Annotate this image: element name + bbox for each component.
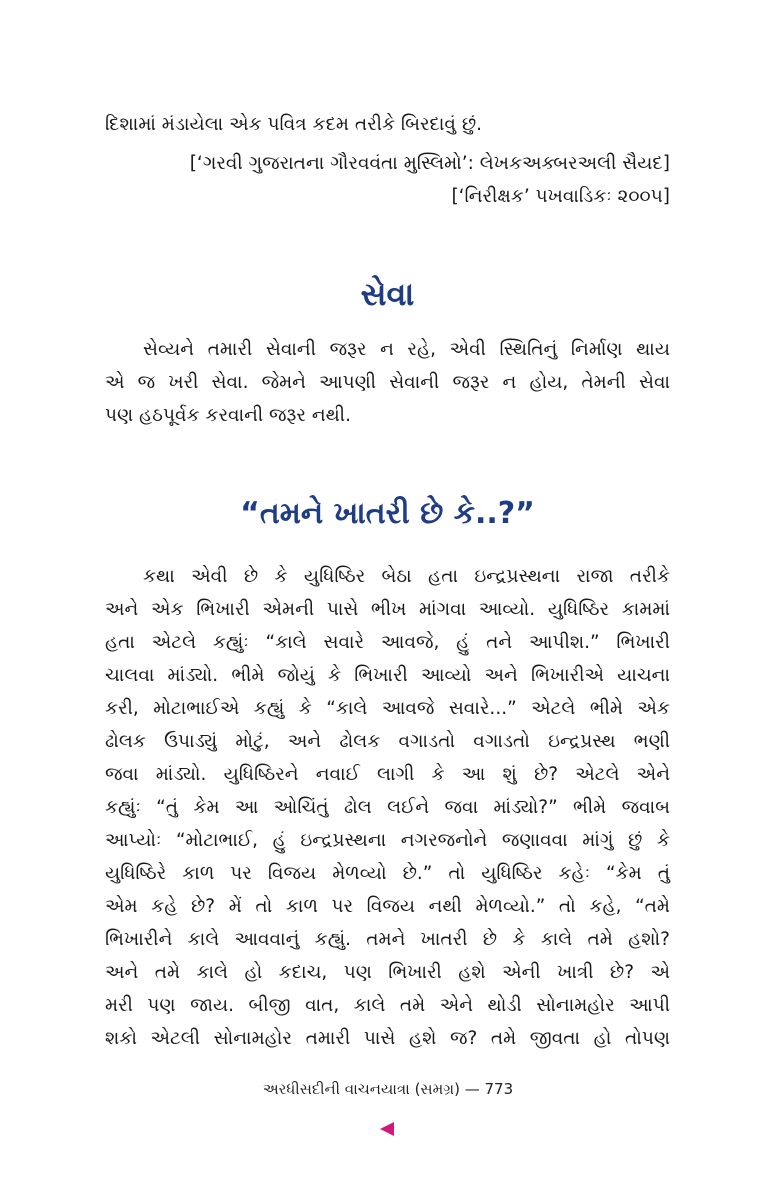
previous-page-arrow-icon[interactable] xyxy=(380,1122,394,1136)
section-2-body xyxy=(105,560,670,1055)
paragraph-line: કથા એવી છે કે યુધિષ્ઠિર બેઠા હતા ઇન્દ્રપ્રસ્થના રાજા તરીકે xyxy=(143,566,670,587)
intro-line: દિશામાં મંડાયેલા એક પવિત્ર કદમ તરીકે બિરદાવું છું. xyxy=(105,114,482,135)
paragraph-line: અને એક ભિખારી એમની પાસે ભીખ માંગવા આવ્યો. યુધિષ્ઠિર કામમાં xyxy=(105,599,670,620)
section-1-body xyxy=(105,333,670,432)
paragraph-line: મરી પણ જાય. બીજી વાત, કાલે તમે એને થોડી સોનામહોર આપી xyxy=(105,995,670,1016)
page-footer: અરધીસદીની વાચનયાત્રા (સમગ્ર) — 773 xyxy=(262,1080,514,1098)
source-citation: [‘ગરવી ગુજરાતના ગૌરવવંતા મુસ્લિમો’: લેખકઅક્બરઅલી સૈયદ] xyxy=(189,153,670,174)
paragraph-line: કહ્યુંઃ “તું કેમ આ ઓચિંતું ઢોલ લઈને જવા માંડ્યો?” ભીમે જવાબ xyxy=(105,797,670,818)
source-publication: [‘નિરીક્ષક’ પખવાડિકઃ ૨૦૦૫] xyxy=(451,186,670,207)
section-title-assurance: “તમને ખાતરી છે કે..?” xyxy=(240,496,535,531)
paragraph-line: હતા એટલે કહ્યુંઃ “કાલે સવારે આવજે, હું તને આપીશ.” ભિખારી xyxy=(105,632,670,653)
paragraph-line: એમ કહે છે? મેં તો કાળ પર વિજય નથી મેળવ્યો.” તો કહે, “તમે xyxy=(105,896,670,917)
paragraph-line: ભિખારીને કાલે આવવાનું કહ્યું. તમને ખાતરી છે કે કાલે તમે હશો? xyxy=(105,929,670,950)
paragraph-line: ઢોલક ઉપાડ્યું મોટું, અને ઢોલક વગાડતો વગાડતો ઇન્દ્રપ્રસ્થ ભણી xyxy=(105,731,670,752)
paragraph-line: એ જ ખરી સેવા. જેમને આપણી સેવાની જરૂર ન હોય, તેમની સેવા xyxy=(105,372,670,393)
paragraph-line: સેવ્યને તમારી સેવાની જરૂર ન રહે, એવી સ્થિતિનું નિર્માણ થાય xyxy=(143,339,670,360)
paragraph-line: જવા માંડ્યો. યુધિષ્ઠિરને નવાઈ લાગી કે આ શું છે? એટલે એને xyxy=(105,764,670,785)
paragraph-line: ચાલવા માંડ્યો. ભીમે જોયું કે ભિખારી આવ્યો અને ભિખારીએ યાચના xyxy=(105,665,670,686)
paragraph-line: કરી, મોટાભાઈએ કહ્યું કે “કાલે આવજે સવારે...” એટલે ભીમે એક xyxy=(105,698,670,719)
paragraph-line: આપ્યોઃ “મોટાભાઈ, હું ઇન્દ્રપ્રસ્થના નગરજનોને જણાવવા માંગું છું કે xyxy=(105,830,670,851)
paragraph-line: શકો એટલી સોનામહોર તમારી પાસે હશે જ? તમે જીવતા હો તોપણ xyxy=(105,1028,670,1049)
paragraph-line: અને તમે કાલે હો કદાચ, પણ ભિખારી હશે એની ખાત્રી છે? એ xyxy=(105,962,670,983)
paragraph-line: પણ હઠપૂર્વક કરવાની જરૂર નથી. xyxy=(105,405,351,426)
paragraph-line: યુધિષ્ઠિરે કાળ પર વિજય મેળવ્યો છે.” તો યુધિષ્ઠિર કહેઃ “કેમ તું xyxy=(105,863,670,884)
intro-block xyxy=(105,108,670,213)
section-title-seva: સેવા xyxy=(360,275,415,313)
